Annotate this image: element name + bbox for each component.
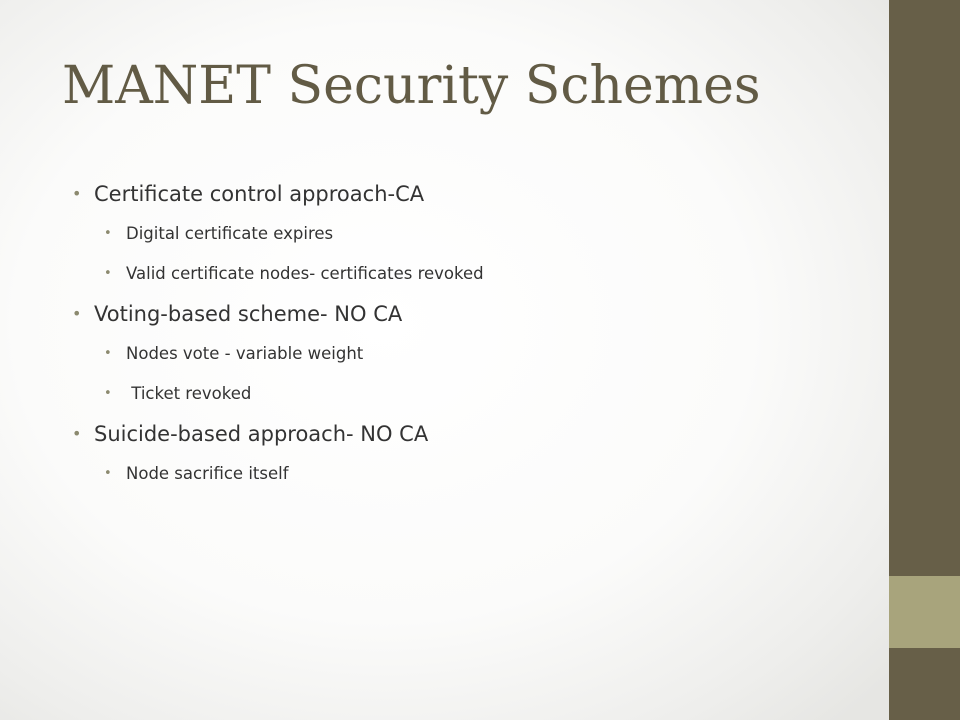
bullet-icon: • bbox=[104, 346, 112, 361]
bullet-text: Suicide-based approach- NO CA bbox=[94, 422, 429, 446]
bullet-item-certificate-control bbox=[72, 174, 872, 214]
bullet-icon: • bbox=[72, 184, 82, 203]
bullet-item-suicide-based bbox=[72, 414, 872, 454]
bullet-text: Voting-based scheme- NO CA bbox=[94, 302, 403, 326]
slide-title: MANET Security Schemes bbox=[62, 56, 761, 116]
sub-bullet-item-valid-certificate bbox=[72, 254, 872, 294]
bullet-text: Digital certificate expires bbox=[126, 224, 334, 243]
bullet-icon: • bbox=[72, 424, 82, 443]
bullet-text: Certificate control approach-CA bbox=[94, 182, 425, 206]
bullet-text: Nodes vote - variable weight bbox=[126, 344, 364, 363]
sub-bullet-item-ticket-revoked bbox=[72, 374, 872, 414]
sub-bullet-item-digital-certificate bbox=[72, 214, 872, 254]
bullet-text: Node sacrifice itself bbox=[126, 464, 289, 483]
sub-bullet-item-node-sacrifice bbox=[72, 454, 872, 494]
bullet-list bbox=[72, 174, 872, 494]
bullet-icon: • bbox=[72, 304, 82, 323]
bullet-text: Ticket revoked bbox=[126, 384, 252, 403]
side-decoration-accent bbox=[889, 576, 960, 648]
sub-bullet-item-nodes-vote bbox=[72, 334, 872, 374]
bullet-icon: • bbox=[104, 226, 112, 241]
bullet-icon: • bbox=[104, 466, 112, 481]
bullet-icon: • bbox=[104, 266, 112, 281]
bullet-icon: • bbox=[104, 386, 112, 401]
bullet-text: Valid certificate nodes- certificates revoked bbox=[126, 264, 484, 283]
bullet-item-voting-based bbox=[72, 294, 872, 334]
